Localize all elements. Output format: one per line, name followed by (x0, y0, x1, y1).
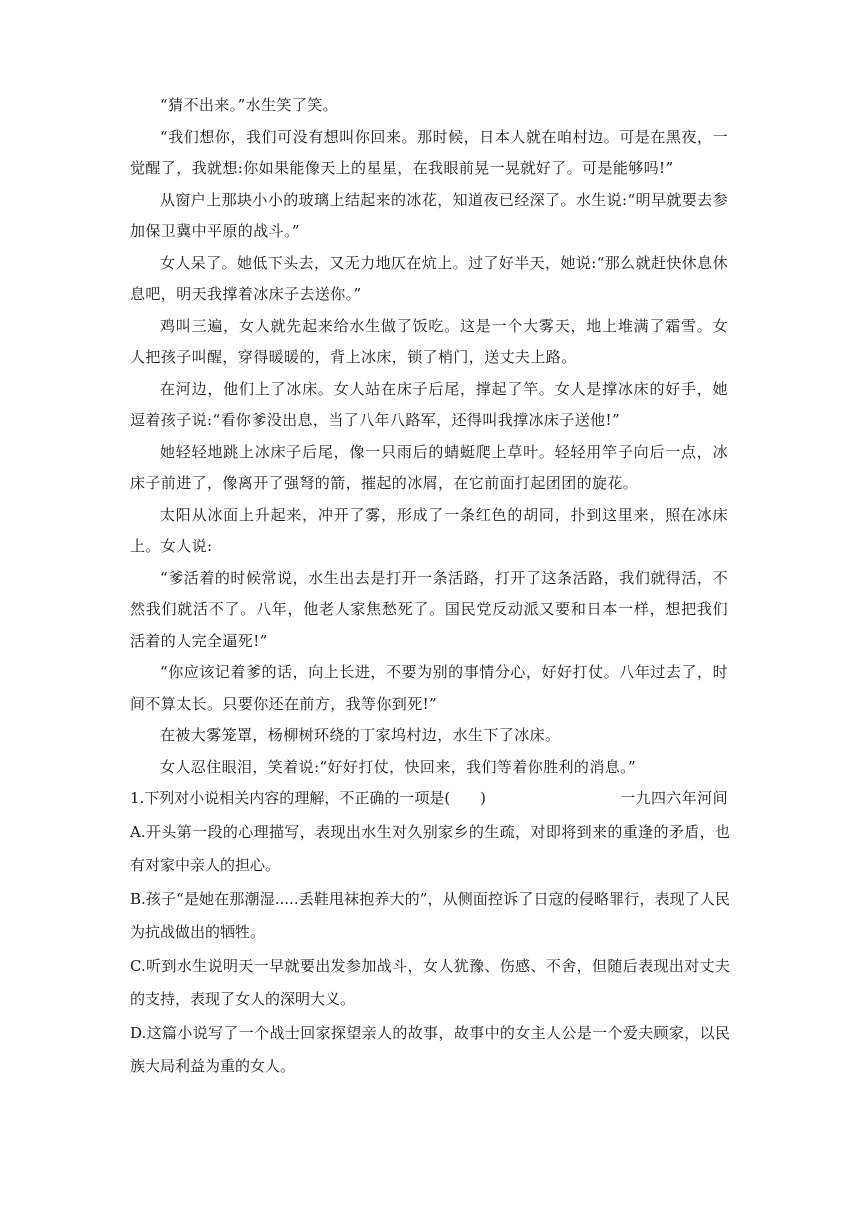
question-stem: 1.下列对小说相关内容的理解，不正确的一项是( ) (130, 789, 487, 807)
story-paragraph-5: 鸡叫三遍，女人就先起来给水生做了饭吃。这是一个大雾天，地上堆满了霜雪。女人把孩子叫醒，穿得暖暖的，背上冰床，锁了梢门，送丈夫上路。 (130, 316, 728, 366)
option-c: C.听到水生说明天一早就要出发参加战斗，女人犹豫、伤感、不舍，但随后表现出对丈夫的支持，表现了女人的深明大义。 (130, 956, 730, 1008)
story-signature: 一九四六年河间 (620, 789, 728, 807)
option-b: B.孩子“是她在那潮湿.....丢鞋甩袜抱养大的”，从侧面控诉了日寇的侵略罪行，表现了人民为抗战做出的牺牲。 (130, 889, 730, 941)
story-paragraph-9: “爹活着的时候常说，水生出去是打开一条活路，打开了这条活路，我们就得活，不然我们就活不了。八年，他老人家焦愁死了。国民党反动派又要和日本一样，想把我们活着的人完全逼死!” (130, 568, 728, 650)
story-paragraph-4: 女人呆了。她低下头去，又无力地仄在炕上。过了好半天，她说:“那么就赶快休息休息吧，明天我撑着冰床子去送你。” (130, 253, 728, 303)
option-d: D.这篇小说写了一个战士回家探望亲人的故事，故事中的女主人公是一个爱夫顾家，以民族大局利益为重的女人。 (130, 1023, 730, 1075)
story-excerpt (130, 90, 728, 815)
question-section (130, 782, 730, 1084)
story-paragraph-12: 女人忍住眼泪，笑着说:“好好打仗，快回来，我们等着你胜利的消息。” (160, 757, 637, 776)
story-paragraph-10: “你应该记着爹的话，向上长进，不要为别的事情分心，好好打仗。八年过去了，时间不算太长。只要你还在前方，我等你到死!” (130, 663, 728, 713)
story-paragraph-2: “我们想你，我们可没有想叫你回来。那时候，日本人就在咱村边。可是在黑夜，一觉醒了，我就想:你如果能像天上的星星，在我眼前晃一晃就好了。可是能够吗!” (130, 127, 728, 177)
story-paragraph-6: 在河边，他们上了冰床。女人站在床子后尾，撑起了竿。女人是撑冰床的好手，她逗着孩子说:“看你爹没出息，当了八年八路军，还得叫我撑冰床子送他!” (130, 379, 728, 429)
story-paragraph-11: 在被大雾笼罩，杨柳树环绕的丁家坞村边，水生下了冰床。 (160, 726, 561, 744)
story-paragraph-3: 从窗户上那块小小的玻璃上结起来的冰花，知道夜已经深了。水生说:“明早就要去参加保卫冀中平原的战斗。” (130, 190, 728, 240)
story-paragraph-8: 太阳从冰面上升起来，冲开了雾，形成了一条红色的胡同，扑到这里来，照在冰床上。女人说: (130, 505, 728, 555)
option-a: A.开头第一段的心理描写，表现出水生对久别家乡的生疏，对即将到来的重逢的矛盾，也有对家中亲人的担心。 (130, 822, 730, 874)
story-paragraph-7: 她轻轻地跳上冰床子后尾，像一只雨后的蜻蜓爬上草叶。轻轻用竿子向后一点，冰床子前进了，像离开了强弩的箭，摧起的冰屑，在它前面打起团团的旋花。 (130, 442, 728, 492)
story-paragraph-1: “猜不出来。”水生笑了笑。 (160, 96, 339, 114)
